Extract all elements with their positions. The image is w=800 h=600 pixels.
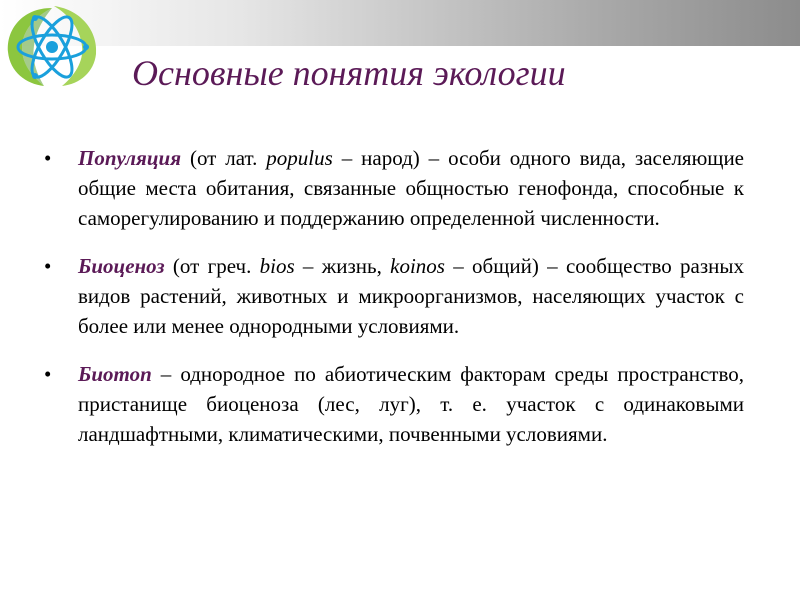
- term-text: – народ) – особи одного вида, заселяющие общие места обитания, связанные общностью генофонда, способные к саморегулированию и поддержанию определенной численности.: [78, 146, 744, 230]
- slide-title: Основные понятия экологии: [132, 53, 566, 93]
- header-gradient-band: [0, 0, 800, 46]
- term-text: (от греч.: [164, 254, 260, 278]
- term-name: Популяция: [78, 146, 182, 170]
- term-latin-word: koinos: [390, 254, 445, 278]
- term-latin-word: populus: [266, 146, 333, 170]
- term-text: (от лат.: [181, 146, 267, 170]
- term-text: – жизнь,: [294, 254, 391, 278]
- term-latin-word: bios: [259, 254, 295, 278]
- term-text: – общий) – сообщество разных видов растений, животных и микроорганизмов, населяющих участок с более или менее однородными условиями.: [78, 254, 745, 338]
- bullet-icon: •: [44, 362, 52, 386]
- term-biocenosis: [44, 251, 744, 341]
- bullet-icon: •: [44, 146, 52, 170]
- terms-list: [44, 143, 744, 467]
- atom-leaf-logo-icon: [2, 2, 102, 88]
- term-text: – однородное по абиотическим факторам среды пространство, пристанище биоценоза (лес, луг), т. е. участок с одинаковыми ландшафтными, климатическими, почвенными условиями.: [78, 362, 744, 446]
- term-name: Биотоп: [78, 362, 152, 386]
- bullet-icon: •: [44, 254, 52, 278]
- term-name: Биоценоз: [78, 254, 165, 278]
- term-biotope: [44, 359, 744, 449]
- term-population: [44, 143, 744, 233]
